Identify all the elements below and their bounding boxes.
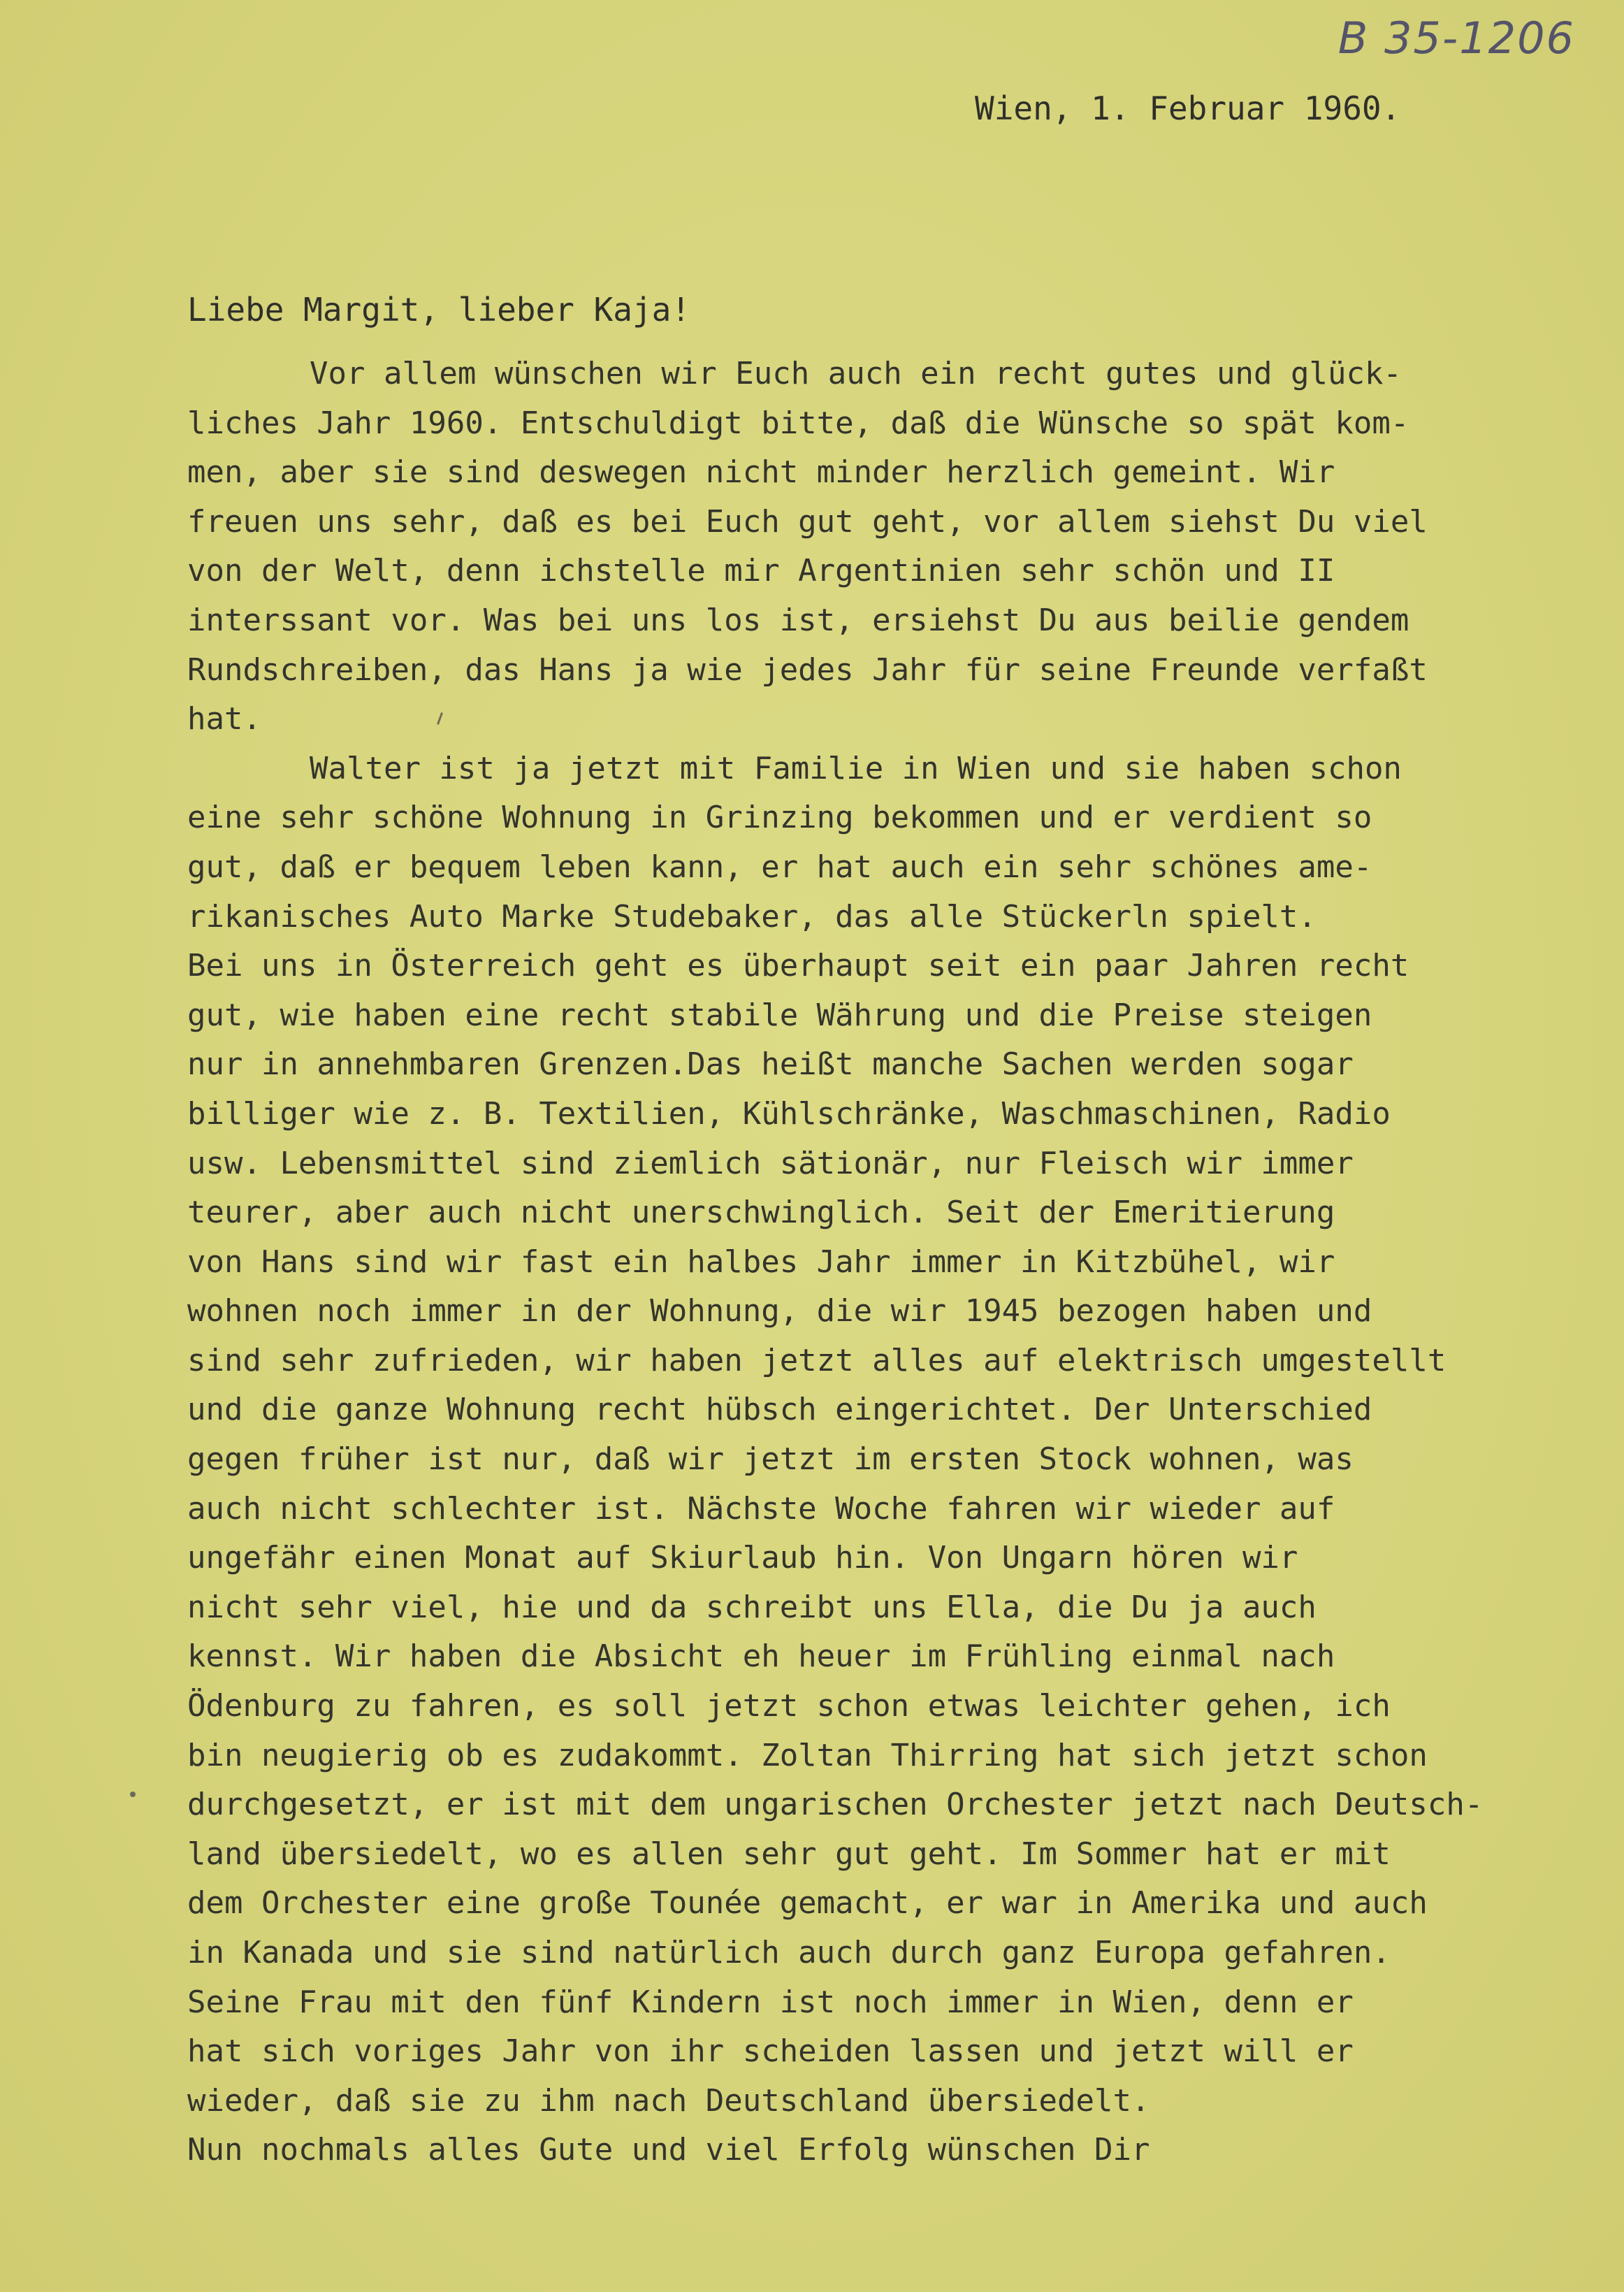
body-line: Vor allem wünschen wir Euch auch ein recht gutes und glück-: [310, 356, 1402, 391]
body-line: in Kanada und sie sind natürlich auch durch ganz Europa gefahren.: [187, 1935, 1391, 1970]
body-line: dem Orchester eine große Tounée gemacht, er war in Amerika und auch: [187, 1885, 1428, 1922]
date-line: Wien, 1. Februar 1960.: [975, 89, 1401, 127]
body-line: auch nicht schlechter ist. Nächste Woche fahren wir wieder auf: [187, 1490, 1335, 1527]
body-line: durchgesetzt, er ist mit dem ungarischen Orchester jetzt nach Deutsch-: [187, 1787, 1484, 1823]
body-line: kennst. Wir haben die Absicht eh heuer im Frühling einmal nach: [187, 1638, 1335, 1675]
body-line: rikanisches Auto Marke Studebaker, das alle Stückerln spielt.: [187, 898, 1317, 935]
body-line: hat sich voriges Jahr von ihr scheiden lassen und jetzt will er: [187, 2033, 1354, 2070]
body-line: eine sehr schöne Wohnung in Grinzing bekommen und er verdient so: [187, 800, 1372, 836]
body-line: interssant vor. Was bei uns los ist, ersiehst Du aus beilie gendem: [187, 602, 1409, 638]
body-line: wohnen noch immer in der Wohnung, die wir 1945 bezogen haben und: [187, 1293, 1372, 1329]
body-line: usw. Lebensmittel sind ziemlich sätionär, nur Fleisch wir immer: [187, 1145, 1354, 1181]
body-line: Rundschreiben, das Hans ja wie jedes Jahr für seine Freunde verfaßt: [187, 651, 1428, 688]
body-line: von Hans sind wir fast ein halbes Jahr immer in Kitzbühel, wir: [187, 1244, 1335, 1280]
salutation: Liebe Margit, lieber Kaja!: [187, 291, 691, 329]
body-line: ungefähr einen Monat auf Skiurlaub hin. Von Ungarn hören wir: [187, 1540, 1298, 1576]
body-line: hat.: [187, 701, 261, 737]
body-line: gegen früher ist nur, daß wir jetzt im ersten Stock wohnen, was: [187, 1441, 1354, 1478]
body-line: sind sehr zufrieden, wir haben jetzt alles auf elektrisch umgestellt: [187, 1342, 1447, 1378]
letter-body: [187, 349, 1571, 2175]
body-line: gut, wie haben eine recht stabile Währung und die Preise steigen: [187, 997, 1372, 1033]
body-line: men, aber sie sind deswegen nicht minder herzlich gemeint. Wir: [187, 454, 1335, 491]
body-line: Walter ist ja jetzt mit Familie in Wien und sie haben schon: [310, 750, 1402, 786]
body-line: Nun nochmals alles Gute und viel Erfolg wünschen Dir: [187, 2132, 1150, 2168]
body-line: wieder, daß sie zu ihm nach Deutschland übersiedelt.: [187, 2082, 1150, 2119]
body-line: billiger wie z. B. Textilien, Kühlschränke, Waschmaschinen, Radio: [187, 1095, 1391, 1132]
body-line: von der Welt, denn ichstelle mir Argentinien sehr schön und II: [187, 553, 1335, 589]
body-line: gut, daß er bequem leben kann, er hat auch ein sehr schönes ame-: [187, 849, 1372, 885]
body-line: freuen uns sehr, daß es bei Euch gut geht, vor allem siehst Du viel: [187, 503, 1428, 540]
body-line: nicht sehr viel, hie und da schreibt uns Ella, die Du ja auch: [187, 1589, 1317, 1625]
body-line: liches Jahr 1960. Entschuldigt bitte, daß die Wünsche so spät kom-: [187, 405, 1409, 441]
archive-number: B 35-1206: [1337, 13, 1575, 64]
body-line: Bei uns in Österreich geht es überhaupt seit ein paar Jahren recht: [187, 948, 1409, 984]
body-line: und die ganze Wohnung recht hübsch eingerichtet. Der Unterschied: [187, 1392, 1372, 1428]
body-line: nur in annehmbaren Grenzen.Das heißt manche Sachen werden sogar: [187, 1046, 1354, 1083]
body-line: land übersiedelt, wo es allen sehr gut geht. Im Sommer hat er mit: [187, 1836, 1391, 1872]
margin-dot: [130, 1792, 136, 1797]
body-line: Seine Frau mit den fünf Kindern ist noch immer in Wien, denn er: [187, 1984, 1354, 2020]
body-line: bin neugierig ob es zudakommt. Zoltan Thirring hat sich jetzt schon: [187, 1737, 1428, 1773]
body-line: Ödenburg zu fahren, es soll jetzt schon etwas leichter gehen, ich: [187, 1688, 1391, 1724]
body-line: teurer, aber auch nicht unerschwinglich. Seit der Emeritierung: [187, 1195, 1335, 1231]
